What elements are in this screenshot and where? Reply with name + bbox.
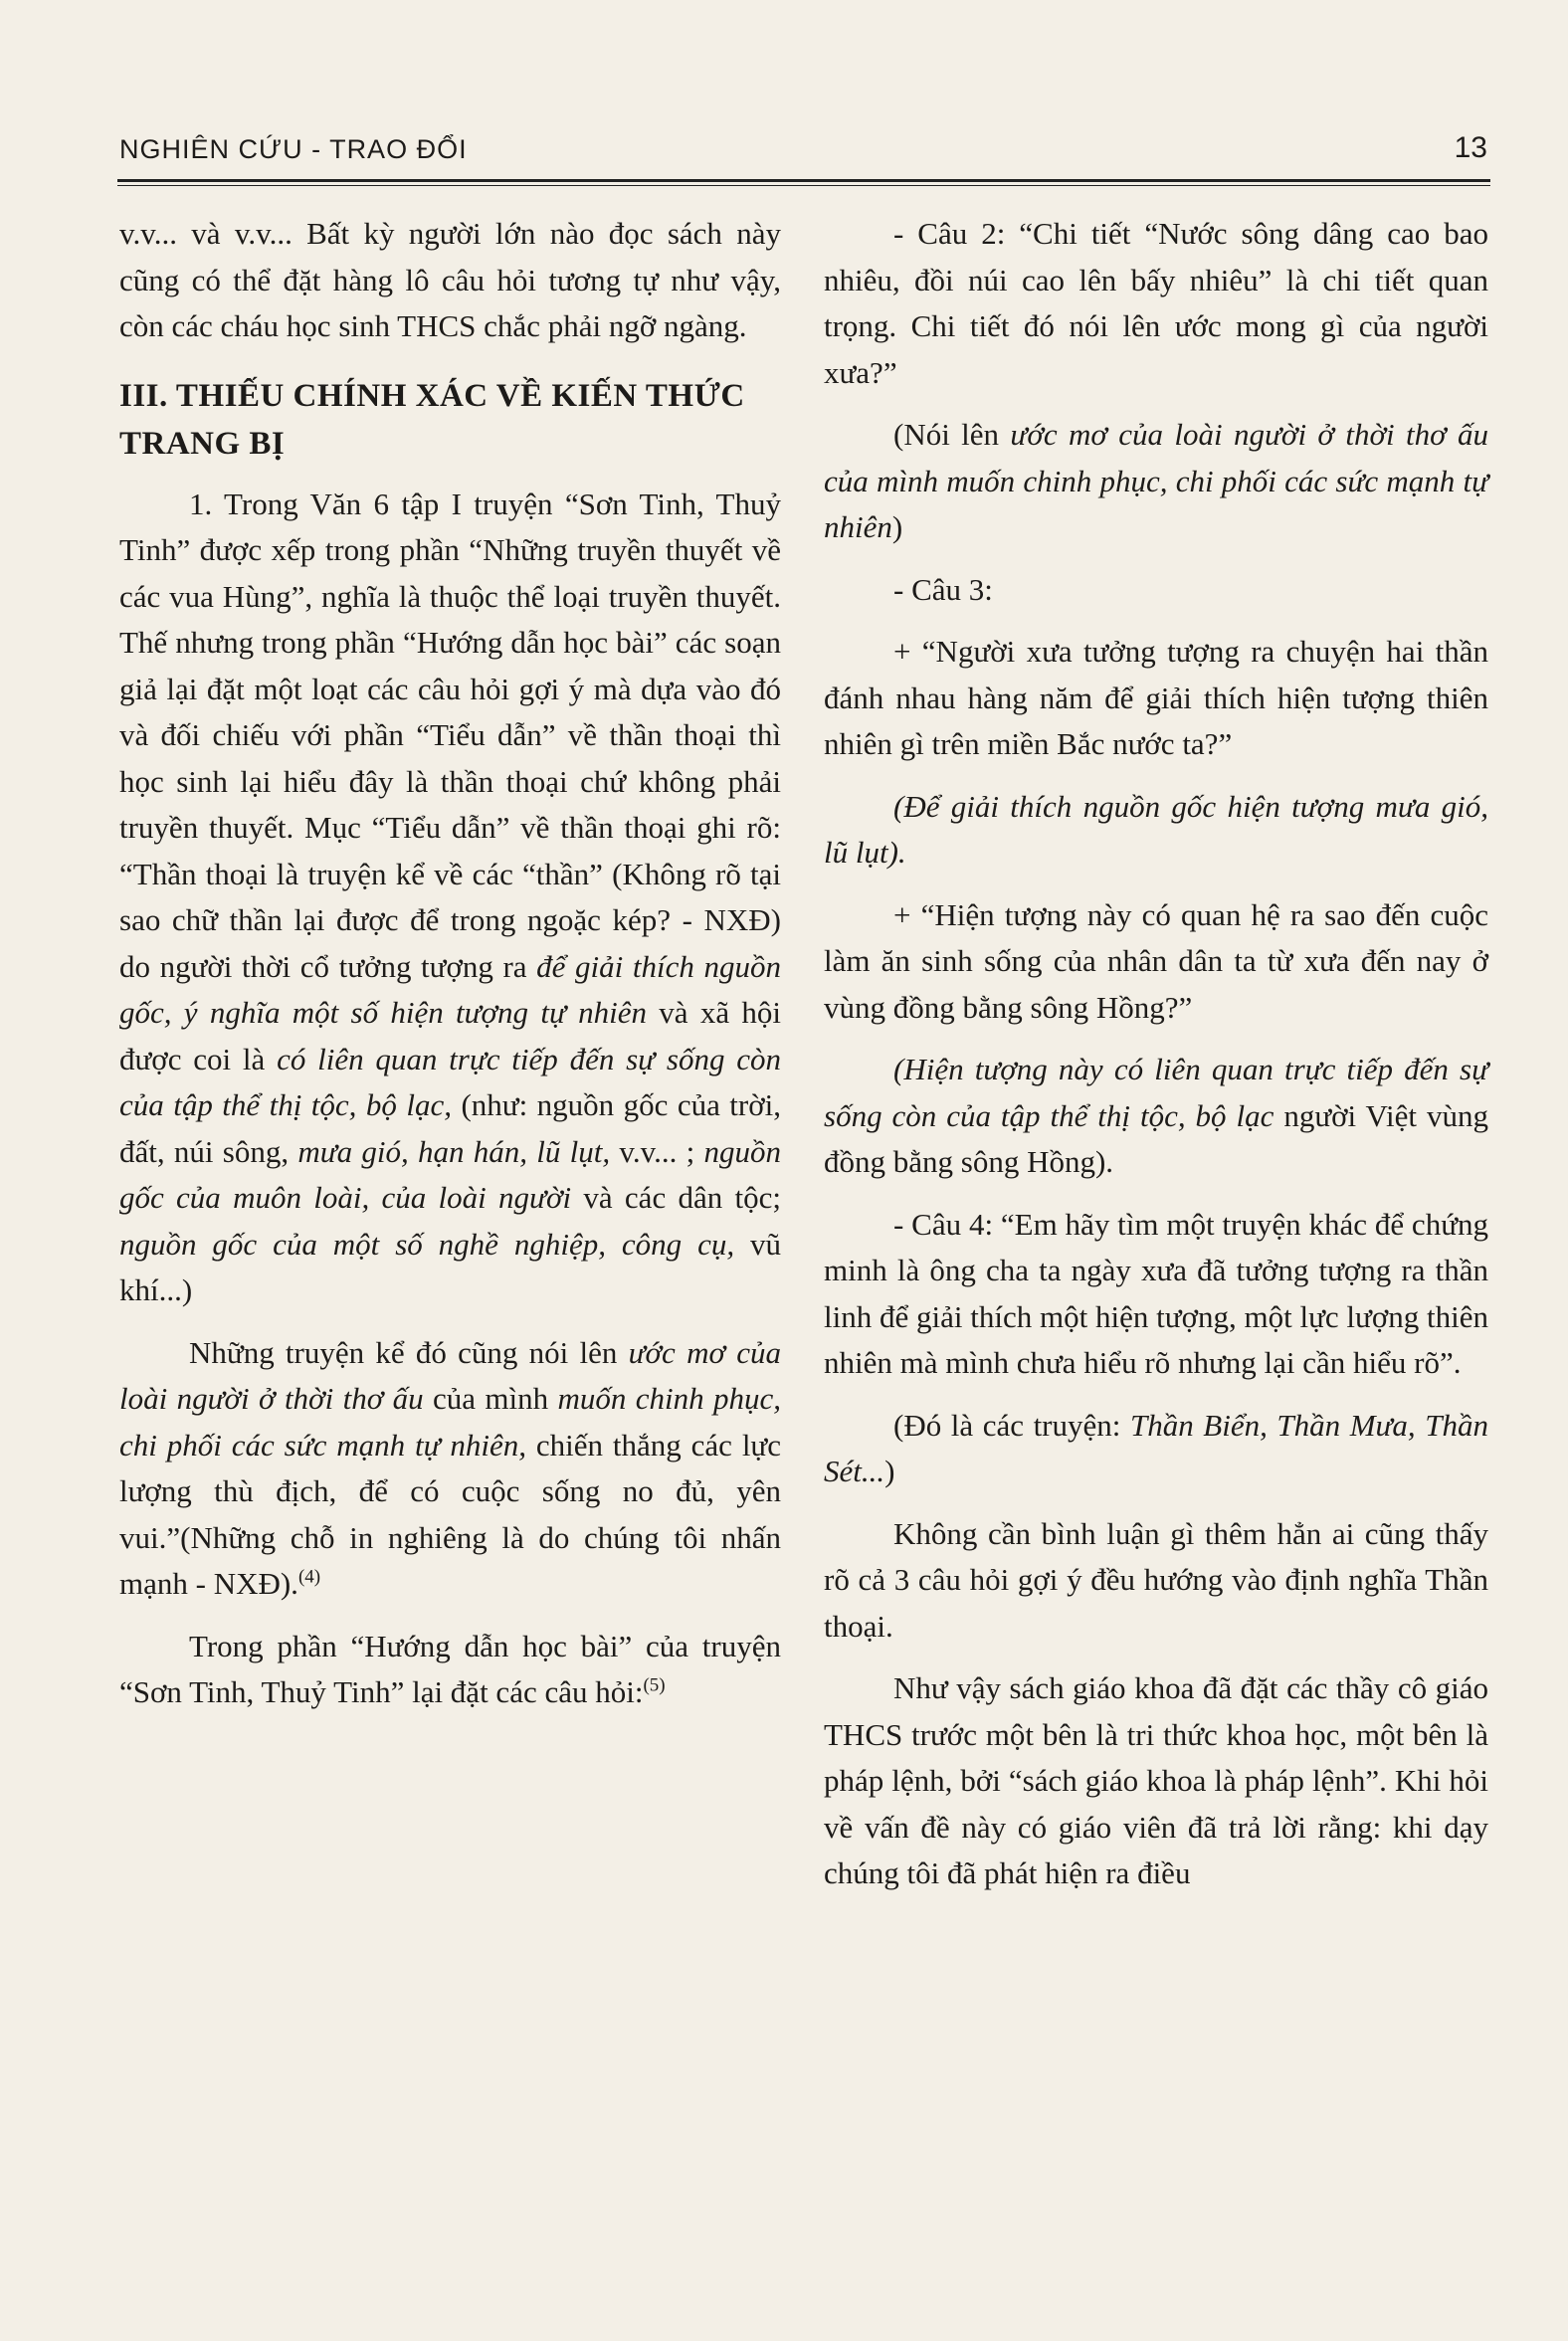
text-span: 1. Trong Văn 6 tập I truyện “Sơn Tinh, Thuỷ Tinh” được xếp trong phần “Những truyền thuyết về các vua Hùng”, nghĩa là thuộc thể loại truyền thuyết. Thế nhưng trong phần “Hướng dẫn học bài” các soạn giả lại đặt một loạt các câu hỏi gợi ý mà dựa vào đó và đối chiếu với phần “Tiểu dẫn” về thần thoại thì học sinh lại hiểu đây là thần thoại chứ không phải truyền thuyết. Mục “Tiểu dẫn” về thần thoại ghi rõ: “Thần thoại là truyện kể về các “thần” (Không rõ tại sao chữ thần lại được để trong ngoặc kép? - NXĐ) do người thời cổ tưởng tượng ra xyxy=(119,486,781,984)
italic-span: để giải thích nguồn gốc, ý nghĩa một số hiện tượng tự nhiên xyxy=(119,948,781,1030)
text-span: ) xyxy=(891,509,903,544)
paragraph-questions-intro xyxy=(119,1624,781,1716)
paragraph-intro: v.v... và v.v... Bất kỳ người lớn nào đọc sách này cũng có thể đặt hàng lô câu hỏi tương tự như vậy, còn các cháu học sinh THCS chắc phải ngỡ ngàng. xyxy=(119,216,781,343)
italic-span: (Hiện tượng này có liên quan trực tiếp đến sự sống còn của tập thể thị tộc, bộ lạc xyxy=(824,1052,1488,1133)
question-4: - Câu 4: “Em hãy tìm một truyện khác để chứng minh là ông cha ta ngày xưa đã tưởng tượng ra thần linh để giải thích một hiện tượng, một lực lượng thiên nhiên mà mình chưa hiểu rõ nhưng lại cần hiểu rõ”. xyxy=(824,1206,1488,1380)
text-span: người Việt vùng đồng bằng sông Hồng). xyxy=(824,1097,1488,1179)
italic-span: mưa gió, hạn hán, lũ lụt, xyxy=(297,1133,611,1169)
italic-span: Thần Biển, Thần Mưa, Thần Sét... xyxy=(824,1407,1488,1488)
left-column xyxy=(119,211,781,1716)
answer-3-part-1 xyxy=(824,784,1488,877)
text-span: (Đó là các truyện: xyxy=(893,1407,1130,1443)
italic-span: nguồn gốc của một số nghề nghiệp, công cụ, xyxy=(119,1226,735,1262)
paragraph-myth-definition xyxy=(119,482,781,1314)
footnote-ref-5: (5) xyxy=(643,1674,666,1696)
section-label: NGHIÊN CỨU - TRAO ĐỔI xyxy=(119,134,468,164)
question-3-part-2: + “Hiện tượng này có quan hệ ra sao đến cuộc làm ăn sinh sống của nhân dân ta từ xưa đến nay ở vùng đồng bằng sông Hồng?” xyxy=(824,896,1488,1025)
question-3-part-1: + “Người xưa tưởng tượng ra chuyện hai thần đánh nhau hàng năm để giải thích hiện tượng thiên nhiên gì trên miền Bắc nước ta?” xyxy=(824,634,1488,761)
running-header xyxy=(119,131,1487,165)
paragraph-conclusion: Như vậy sách giáo khoa đã đặt các thầy cô giáo THCS trước một bên là tri thức khoa học, một bên là pháp lệnh, bởi “sách giáo khoa là pháp lệnh”. Khi hỏi về vấn đề này có giáo viên đã trả lời rằng: khi dạy chúng tôi đã phát hiện ra điều xyxy=(824,1670,1488,1890)
header-rule-thick xyxy=(117,179,1490,182)
paragraph-aspiration xyxy=(119,1330,781,1608)
question-2: - Câu 2: “Chi tiết “Nước sông dâng cao bao nhiêu, đồi núi cao lên bấy nhiêu” là chi tiết quan trọng. Chi tiết đó nói lên ước mong gì của người xưa?” xyxy=(824,216,1488,390)
italic-span: nguồn gốc của muôn loài, của loài người xyxy=(119,1133,781,1215)
text-span: vũ khí...) xyxy=(119,1226,782,1307)
italic-span: muốn chinh phục, chi phối các sức mạnh tự nhiên, xyxy=(119,1381,781,1463)
header-rule-thin xyxy=(117,185,1490,186)
right-column xyxy=(824,211,1488,1897)
paragraph-comment: Không cần bình luận gì thêm hẳn ai cũng thấy rõ cả 3 câu hỏi gợi ý đều hướng vào định nghĩa Thần thoại. xyxy=(824,1515,1488,1644)
footnote-ref-4: (4) xyxy=(297,1566,321,1588)
text-span: và các dân tộc; xyxy=(571,1180,782,1215)
text-span: v.v... ; xyxy=(610,1133,704,1169)
page-number: 13 xyxy=(1454,131,1487,164)
text-span: Trong phần “Hướng dẫn học bài” của truyện “Sơn Tinh, Thuỷ Tinh” lại đặt các câu hỏi: xyxy=(119,1628,781,1709)
text-span: và xã hội được coi là xyxy=(119,995,781,1076)
italic-span: ước mơ của loài người ở thời thơ ấu xyxy=(119,1334,782,1416)
italic-span: có liên quan trực tiếp đến sự sống còn của tập thể thị tộc, bộ lạc, xyxy=(119,1041,781,1122)
answer-4 xyxy=(824,1403,1488,1495)
italic-span: ước mơ của loài người ở thời thơ ấu của mình muốn chinh phục, chi phối các sức mạnh tự nhiên xyxy=(824,417,1488,544)
text-span: Những truyện kể đó cũng nói lên xyxy=(189,1334,629,1370)
question-3: - Câu 3: xyxy=(893,571,993,607)
text-span: chiến thắng các lực lượng thù địch, để có cuộc sống no đủ, yên vui.”(Những chỗ in nghiêng là do chúng tôi nhấn mạnh - NXĐ). xyxy=(119,1427,781,1601)
answer-3-part-2 xyxy=(824,1047,1488,1186)
italic-span: (Để giải thích nguồn gốc hiện tượng mưa gió, lũ lụt). xyxy=(824,788,1488,870)
text-span: (Nói lên xyxy=(893,417,1011,452)
text-span: của mình xyxy=(423,1381,558,1416)
text-span: ) xyxy=(884,1454,895,1488)
text-span: (như: nguồn gốc của trời, đất, núi sông, xyxy=(119,1087,781,1169)
section-heading: III. THIẾU CHÍNH XÁC VỀ KIẾN THỨC TRANG BỊ xyxy=(119,377,745,462)
answer-2 xyxy=(824,412,1488,551)
